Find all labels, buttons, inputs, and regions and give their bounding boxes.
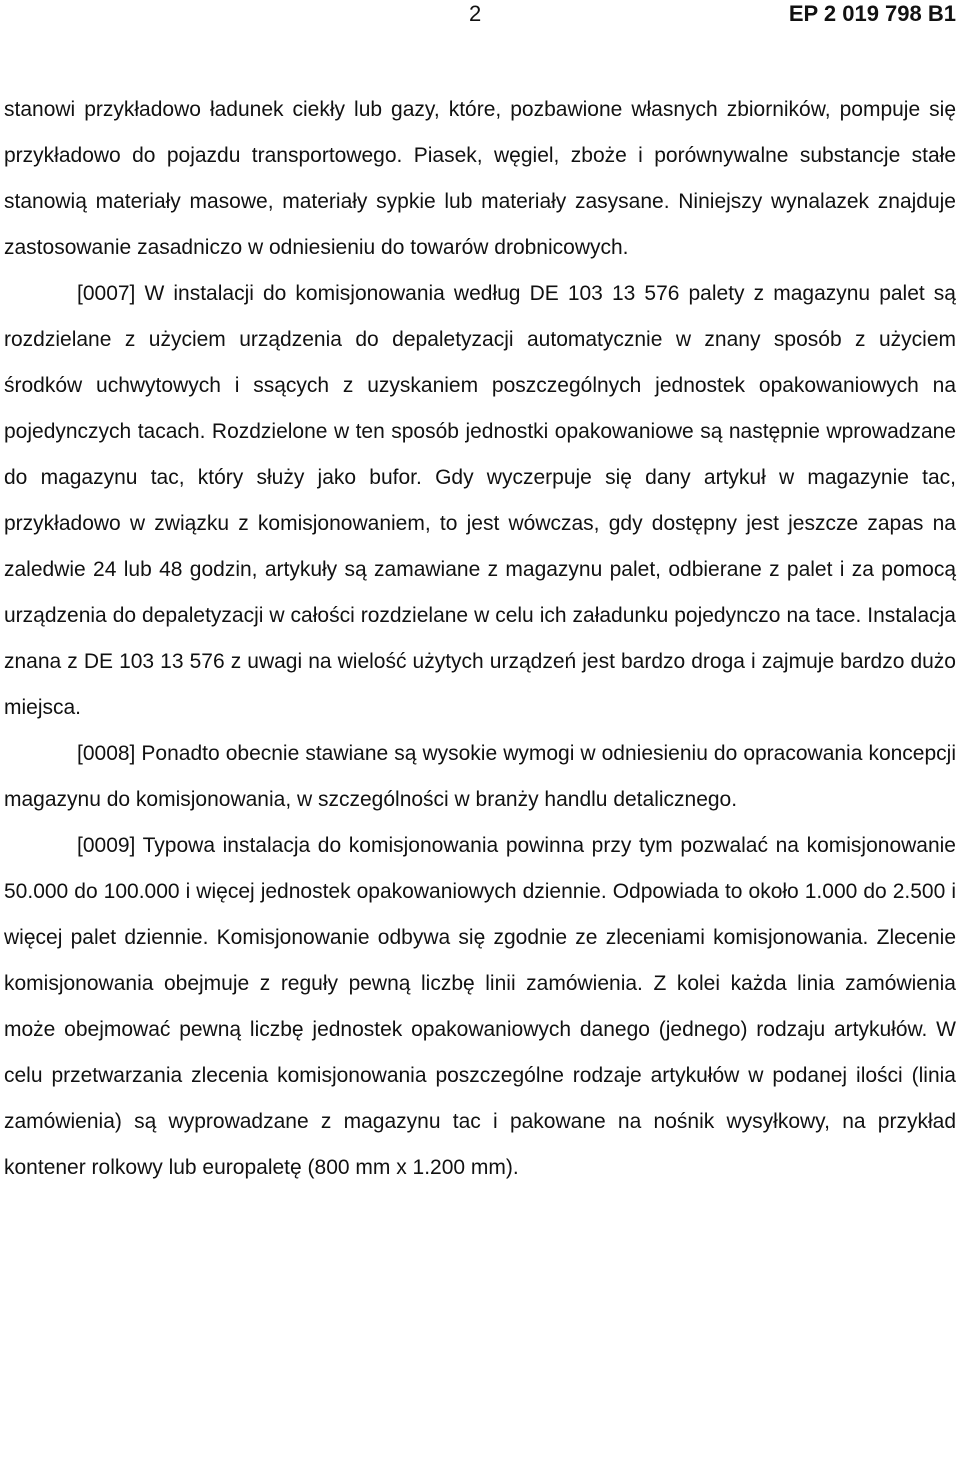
paragraph-continuation: stanowi przykładowo ładunek ciekły lub gazy, które, pozbawione własnych zbiorników, pompuje się przykładowo do pojazdu transportowego. Piasek, węgiel, zboże i porównywalne substancje stałe stanowią materiały masowe, materiały sypkie lub materiały zasysane. Niniejszy wynalazek znajduje zastosowanie zasadniczo w odniesieniu do towarów drobnicowych. bbox=[4, 98, 956, 259]
paragraph-0009: [0009] Typowa instalacja do komisjonowania powinna przy tym pozwalać na komisjonowanie 50.000 do 100.000 i więcej jednostek opakowaniowych dziennie. Odpowiada to około 1.000 do 2.500 i więcej palet dziennie. Komisjonowanie odbywa się zgodnie ze zleceniami komisjonowania. Zlecenie komisjonowania obejmuje z reguły pewną liczbę linii zamówienia. Z kolei każda linia zamówienia może obejmować pewną liczbę jednostek opakowaniowych danego (jednego) rodzaju artykułów. W celu przetwarzania zlecenia komisjonowania poszczególne rodzaje artykułów w podanej ilości (linia zamówienia) są wyprowadzane z magazynu tac i pakowane na nośnik wysyłkowy, na przykład kontener rolkowy lub europaletę (800 mm x 1.200 mm). bbox=[4, 834, 956, 1179]
document-body bbox=[4, 87, 956, 1191]
document-id: EP 2 019 798 B1 bbox=[788, 1, 956, 26]
paragraph-0008: [0008] Ponadto obecnie stawiane są wysokie wymogi w odniesieniu do opracowania koncepcji magazynu do komisjonowania, w szczególności w branży handlu detalicznego. bbox=[4, 742, 956, 811]
page-header bbox=[0, 0, 960, 40]
page-number: 2 bbox=[469, 1, 482, 26]
paragraph-0007: [0007] W instalacji do komisjonowania według DE 103 13 576 palety z magazynu palet są rozdzielane z użyciem urządzenia do depaletyzacji automatycznie w znany sposób z użyciem środków uchwytowych i ssących z uzyskaniem poszczególnych jednostek opakowaniowych na pojedynczych tacach. Rozdzielone w ten sposób jednostki opakowaniowe są następnie wprowadzane do magazynu tac, który służy jako bufor. Gdy wyczerpuje się dany artykuł w magazynie tac, przykładowo w związku z komisjonowaniem, to jest wówczas, gdy dostępny jest jeszcze zapas na zaledwie 24 lub 48 godzin, artykuły są zamawiane z magazynu palet, odbierane z palet i za pomocą urządzenia do depaletyzacji w całości rozdzielane w celu ich załadunku pojedynczo na tace. Instalacja znana z DE 103 13 576 z uwagi na wielość użytych urządzeń jest bardzo droga i zajmuje bardzo dużo miejsca. bbox=[4, 282, 956, 719]
